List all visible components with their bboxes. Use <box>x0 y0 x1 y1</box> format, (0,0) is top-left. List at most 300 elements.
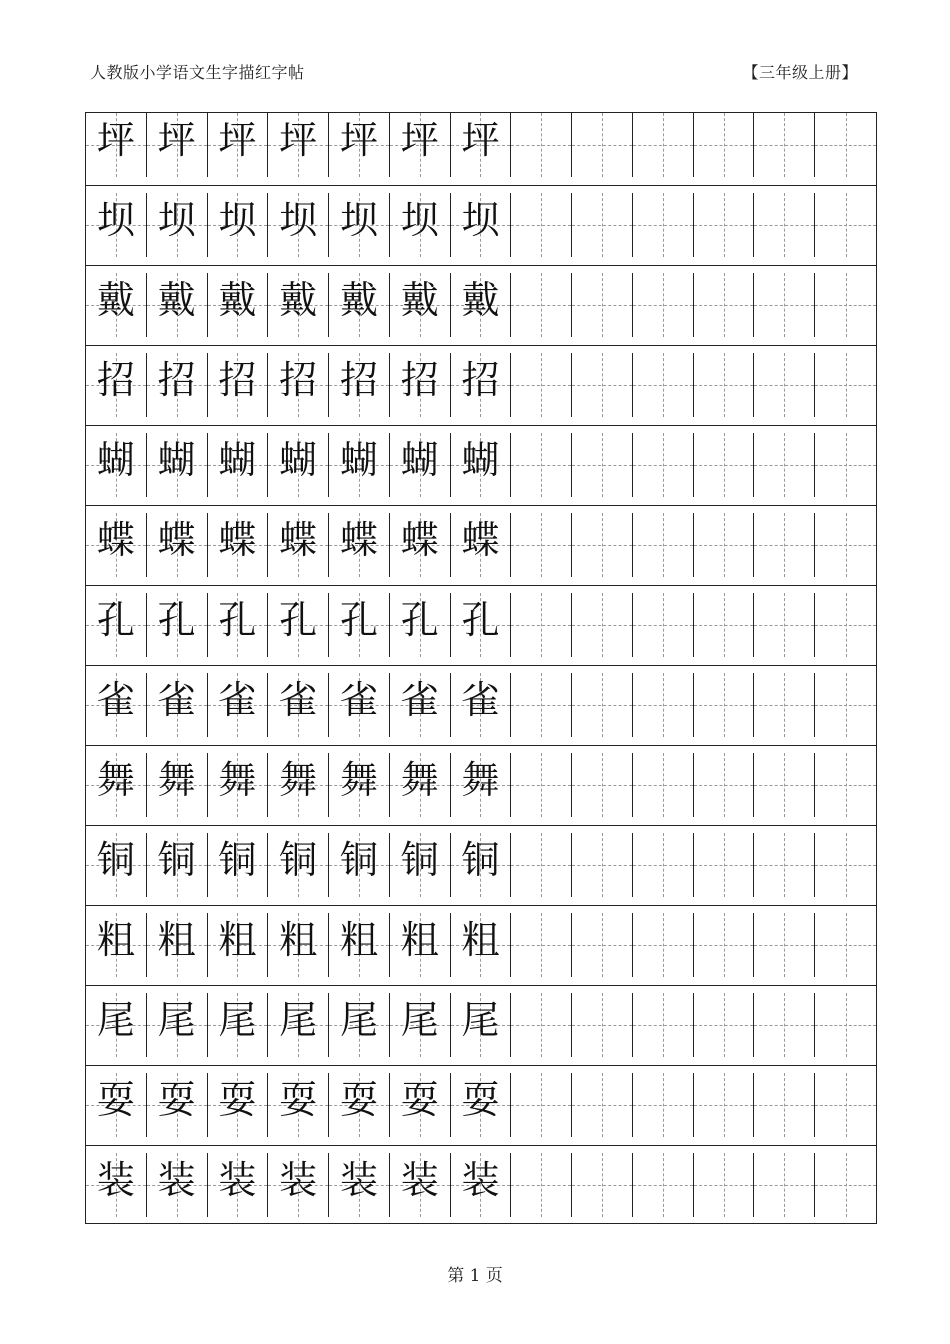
practice-character: 雀 <box>400 678 439 722</box>
practice-character: 蝶 <box>461 518 500 562</box>
guide-line-horizontal <box>694 785 754 786</box>
guide-line-horizontal <box>694 705 754 706</box>
practice-character: 招 <box>339 358 378 402</box>
guide-line-horizontal <box>694 545 754 546</box>
guide-line-horizontal <box>754 705 814 706</box>
guide-line-horizontal <box>511 305 571 306</box>
guide-line-horizontal <box>815 625 876 626</box>
trace-cell <box>147 273 208 337</box>
blank-cell <box>511 513 572 577</box>
blank-cell <box>754 113 815 177</box>
trace-cell <box>390 513 451 577</box>
blank-cell <box>815 193 876 257</box>
blank-cell <box>815 513 876 577</box>
practice-character: 耍 <box>157 1078 196 1122</box>
guide-line-horizontal <box>572 865 632 866</box>
trace-cell <box>147 833 208 897</box>
trace-cell <box>329 993 390 1057</box>
practice-row <box>86 353 876 417</box>
practice-character: 孔 <box>96 598 135 642</box>
blank-cell <box>815 673 876 737</box>
practice-character: 戴 <box>96 278 135 322</box>
trace-cell <box>390 913 451 977</box>
trace-cell <box>268 1153 329 1217</box>
blank-cell <box>633 193 694 257</box>
practice-character: 蝶 <box>96 518 135 562</box>
trace-cell <box>329 753 390 817</box>
trace-cell <box>208 753 269 817</box>
practice-row <box>86 113 876 177</box>
guide-line-horizontal <box>754 1185 814 1186</box>
practice-character: 戴 <box>279 278 318 322</box>
practice-character: 坪 <box>218 118 257 162</box>
trace-cell <box>451 193 512 257</box>
guide-line-horizontal <box>815 225 876 226</box>
guide-line-horizontal <box>572 225 632 226</box>
practice-character: 舞 <box>96 758 135 802</box>
trace-cell <box>86 193 147 257</box>
guide-line-horizontal <box>572 785 632 786</box>
practice-character: 粗 <box>218 918 257 962</box>
trace-cell <box>86 353 147 417</box>
blank-cell <box>572 273 633 337</box>
practice-character: 耍 <box>96 1078 135 1122</box>
guide-line-horizontal <box>815 385 876 386</box>
guide-line-horizontal <box>754 865 814 866</box>
trace-cell <box>451 833 512 897</box>
trace-cell <box>86 593 147 657</box>
trace-cell <box>329 1073 390 1137</box>
trace-cell <box>208 593 269 657</box>
blank-cell <box>754 1073 815 1137</box>
practice-character: 招 <box>400 358 439 402</box>
trace-cell <box>451 113 512 177</box>
trace-cell <box>390 753 451 817</box>
guide-line-horizontal <box>754 385 814 386</box>
trace-cell <box>208 353 269 417</box>
practice-character: 坪 <box>96 118 135 162</box>
guide-line-horizontal <box>815 705 876 706</box>
practice-character: 舞 <box>461 758 500 802</box>
practice-grid <box>85 112 877 1224</box>
guide-line-horizontal <box>572 1185 632 1186</box>
guide-line-horizontal <box>815 1105 876 1106</box>
practice-character: 铜 <box>96 838 135 882</box>
blank-cell <box>694 273 755 337</box>
blank-cell <box>572 753 633 817</box>
guide-line-horizontal <box>754 145 814 146</box>
trace-cell <box>268 433 329 497</box>
practice-character: 蝴 <box>461 438 500 482</box>
guide-line-horizontal <box>815 145 876 146</box>
trace-cell <box>86 753 147 817</box>
blank-cell <box>633 833 694 897</box>
row-separator <box>86 745 876 746</box>
blank-cell <box>754 753 815 817</box>
practice-character: 招 <box>96 358 135 402</box>
trace-cell <box>208 833 269 897</box>
blank-cell <box>511 593 572 657</box>
practice-character: 雀 <box>461 678 500 722</box>
row-separator <box>86 585 876 586</box>
blank-cell <box>633 593 694 657</box>
practice-character: 粗 <box>96 918 135 962</box>
trace-cell <box>329 593 390 657</box>
guide-line-horizontal <box>511 785 571 786</box>
blank-cell <box>511 1153 572 1217</box>
practice-character: 耍 <box>218 1078 257 1122</box>
guide-line-horizontal <box>694 1025 754 1026</box>
row-separator <box>86 905 876 906</box>
trace-cell <box>329 353 390 417</box>
practice-character: 雀 <box>96 678 135 722</box>
trace-cell <box>86 113 147 177</box>
blank-cell <box>694 513 755 577</box>
practice-character: 雀 <box>218 678 257 722</box>
blank-cell <box>511 913 572 977</box>
practice-character: 坝 <box>400 198 439 242</box>
blank-cell <box>572 913 633 977</box>
trace-cell <box>390 353 451 417</box>
blank-cell <box>694 833 755 897</box>
trace-cell <box>208 673 269 737</box>
practice-character: 戴 <box>157 278 196 322</box>
trace-cell <box>390 833 451 897</box>
guide-line-horizontal <box>633 145 693 146</box>
blank-cell <box>754 593 815 657</box>
trace-cell <box>390 993 451 1057</box>
guide-line-horizontal <box>633 385 693 386</box>
guide-line-horizontal <box>754 945 814 946</box>
blank-cell <box>694 1153 755 1217</box>
guide-line-horizontal <box>572 1105 632 1106</box>
practice-character: 装 <box>279 1158 318 1202</box>
trace-cell <box>268 833 329 897</box>
trace-cell <box>147 193 208 257</box>
practice-character: 装 <box>339 1158 378 1202</box>
trace-cell <box>86 1153 147 1217</box>
practice-character: 蝶 <box>339 518 378 562</box>
trace-cell <box>390 193 451 257</box>
blank-cell <box>815 353 876 417</box>
practice-character: 坝 <box>96 198 135 242</box>
blank-cell <box>572 1073 633 1137</box>
guide-line-horizontal <box>815 545 876 546</box>
practice-character: 舞 <box>339 758 378 802</box>
guide-line-horizontal <box>633 945 693 946</box>
trace-cell <box>86 1073 147 1137</box>
practice-character: 舞 <box>218 758 257 802</box>
blank-cell <box>754 513 815 577</box>
trace-cell <box>147 113 208 177</box>
guide-line-horizontal <box>633 785 693 786</box>
blank-cell <box>572 433 633 497</box>
trace-cell <box>208 433 269 497</box>
guide-line-horizontal <box>633 705 693 706</box>
practice-character: 戴 <box>339 278 378 322</box>
trace-cell <box>451 1073 512 1137</box>
guide-line-horizontal <box>815 865 876 866</box>
practice-character: 孔 <box>279 598 318 642</box>
practice-character: 尾 <box>339 998 378 1042</box>
practice-row <box>86 833 876 897</box>
guide-line-horizontal <box>815 945 876 946</box>
blank-cell <box>694 593 755 657</box>
blank-cell <box>511 673 572 737</box>
blank-cell <box>633 353 694 417</box>
trace-cell <box>329 913 390 977</box>
blank-cell <box>754 833 815 897</box>
guide-line-horizontal <box>754 465 814 466</box>
row-separator <box>86 985 876 986</box>
practice-character: 坪 <box>461 118 500 162</box>
row-separator <box>86 505 876 506</box>
practice-character: 舞 <box>157 758 196 802</box>
practice-character: 蝴 <box>218 438 257 482</box>
blank-cell <box>754 193 815 257</box>
trace-cell <box>208 273 269 337</box>
guide-line-horizontal <box>815 305 876 306</box>
practice-character: 舞 <box>400 758 439 802</box>
guide-line-horizontal <box>633 465 693 466</box>
blank-cell <box>694 673 755 737</box>
guide-line-horizontal <box>815 1185 876 1186</box>
blank-cell <box>511 753 572 817</box>
guide-line-horizontal <box>572 545 632 546</box>
guide-line-horizontal <box>511 225 571 226</box>
practice-character: 坪 <box>400 118 439 162</box>
practice-character: 耍 <box>400 1078 439 1122</box>
practice-character: 戴 <box>218 278 257 322</box>
practice-character: 装 <box>218 1158 257 1202</box>
blank-cell <box>633 993 694 1057</box>
trace-cell <box>268 353 329 417</box>
trace-cell <box>147 993 208 1057</box>
blank-cell <box>694 433 755 497</box>
blank-cell <box>694 113 755 177</box>
trace-cell <box>390 593 451 657</box>
trace-cell <box>329 833 390 897</box>
guide-line-horizontal <box>633 305 693 306</box>
practice-row <box>86 193 876 257</box>
trace-cell <box>451 913 512 977</box>
practice-character: 尾 <box>400 998 439 1042</box>
guide-line-horizontal <box>815 1025 876 1026</box>
guide-line-horizontal <box>511 385 571 386</box>
grade-label: 【三年级上册】 <box>742 63 858 82</box>
guide-line-horizontal <box>633 1185 693 1186</box>
trace-cell <box>329 433 390 497</box>
row-separator <box>86 345 876 346</box>
blank-cell <box>754 273 815 337</box>
blank-cell <box>633 1153 694 1217</box>
trace-cell <box>268 673 329 737</box>
trace-cell <box>451 273 512 337</box>
practice-character: 孔 <box>339 598 378 642</box>
trace-cell <box>147 913 208 977</box>
blank-cell <box>633 433 694 497</box>
blank-cell <box>815 913 876 977</box>
blank-cell <box>815 1153 876 1217</box>
blank-cell <box>754 913 815 977</box>
trace-cell <box>268 993 329 1057</box>
blank-cell <box>572 833 633 897</box>
practice-character: 耍 <box>461 1078 500 1122</box>
trace-cell <box>390 1153 451 1217</box>
practice-character: 蝶 <box>218 518 257 562</box>
blank-cell <box>572 353 633 417</box>
row-separator <box>86 825 876 826</box>
practice-character: 尾 <box>218 998 257 1042</box>
trace-cell <box>147 353 208 417</box>
guide-line-horizontal <box>815 785 876 786</box>
practice-character: 耍 <box>279 1078 318 1122</box>
practice-character: 坝 <box>218 198 257 242</box>
trace-cell <box>451 433 512 497</box>
trace-cell <box>147 433 208 497</box>
trace-cell <box>390 1073 451 1137</box>
document-title: 人教版小学语文生字描红字帖 <box>90 63 305 82</box>
trace-cell <box>208 113 269 177</box>
practice-character: 蝴 <box>157 438 196 482</box>
practice-character: 招 <box>461 358 500 402</box>
guide-line-horizontal <box>633 225 693 226</box>
blank-cell <box>572 593 633 657</box>
row-separator <box>86 425 876 426</box>
blank-cell <box>511 113 572 177</box>
guide-line-horizontal <box>572 1025 632 1026</box>
trace-cell <box>390 433 451 497</box>
practice-character: 戴 <box>461 278 500 322</box>
trace-cell <box>451 593 512 657</box>
guide-line-horizontal <box>633 1105 693 1106</box>
blank-cell <box>572 193 633 257</box>
practice-character: 坪 <box>157 118 196 162</box>
blank-cell <box>754 353 815 417</box>
trace-cell <box>208 513 269 577</box>
trace-cell <box>451 753 512 817</box>
practice-character: 招 <box>279 358 318 402</box>
guide-line-horizontal <box>572 705 632 706</box>
practice-character: 雀 <box>157 678 196 722</box>
blank-cell <box>694 193 755 257</box>
guide-line-horizontal <box>754 785 814 786</box>
guide-line-horizontal <box>572 625 632 626</box>
blank-cell <box>694 1073 755 1137</box>
trace-cell <box>268 1073 329 1137</box>
blank-cell <box>511 193 572 257</box>
blank-cell <box>572 993 633 1057</box>
trace-cell <box>451 993 512 1057</box>
practice-character: 蝶 <box>400 518 439 562</box>
practice-character: 蝶 <box>157 518 196 562</box>
trace-cell <box>208 1073 269 1137</box>
practice-character: 粗 <box>279 918 318 962</box>
blank-cell <box>754 433 815 497</box>
row-separator <box>86 185 876 186</box>
trace-cell <box>208 913 269 977</box>
practice-character: 戴 <box>400 278 439 322</box>
trace-cell <box>268 193 329 257</box>
trace-cell <box>268 913 329 977</box>
trace-cell <box>268 753 329 817</box>
practice-character: 尾 <box>157 998 196 1042</box>
trace-cell <box>86 433 147 497</box>
blank-cell <box>754 1153 815 1217</box>
guide-line-horizontal <box>694 1185 754 1186</box>
practice-character: 尾 <box>461 998 500 1042</box>
practice-character: 尾 <box>96 998 135 1042</box>
blank-cell <box>511 273 572 337</box>
guide-line-horizontal <box>633 865 693 866</box>
practice-character: 坝 <box>339 198 378 242</box>
practice-character: 坝 <box>157 198 196 242</box>
practice-character: 雀 <box>339 678 378 722</box>
practice-row <box>86 1153 876 1217</box>
blank-cell <box>754 993 815 1057</box>
practice-character: 粗 <box>157 918 196 962</box>
practice-character: 装 <box>96 1158 135 1202</box>
practice-row <box>86 273 876 337</box>
guide-line-horizontal <box>511 705 571 706</box>
practice-row <box>86 513 876 577</box>
practice-character: 铜 <box>218 838 257 882</box>
practice-character: 粗 <box>461 918 500 962</box>
guide-line-horizontal <box>754 305 814 306</box>
practice-character: 舞 <box>279 758 318 802</box>
trace-cell <box>451 1153 512 1217</box>
guide-line-horizontal <box>511 625 571 626</box>
blank-cell <box>511 433 572 497</box>
trace-cell <box>86 993 147 1057</box>
practice-character: 坪 <box>279 118 318 162</box>
practice-character: 耍 <box>339 1078 378 1122</box>
guide-line-horizontal <box>511 1185 571 1186</box>
blank-cell <box>754 673 815 737</box>
guide-line-horizontal <box>572 305 632 306</box>
guide-line-horizontal <box>511 865 571 866</box>
trace-cell <box>208 193 269 257</box>
guide-line-horizontal <box>754 225 814 226</box>
practice-character: 孔 <box>157 598 196 642</box>
practice-character: 装 <box>400 1158 439 1202</box>
practice-character: 粗 <box>400 918 439 962</box>
guide-line-horizontal <box>694 865 754 866</box>
blank-cell <box>572 673 633 737</box>
practice-character: 招 <box>218 358 257 402</box>
practice-row <box>86 433 876 497</box>
trace-cell <box>86 273 147 337</box>
trace-cell <box>268 593 329 657</box>
trace-cell <box>147 753 208 817</box>
guide-line-horizontal <box>511 945 571 946</box>
practice-character: 蝴 <box>96 438 135 482</box>
guide-line-horizontal <box>815 465 876 466</box>
guide-line-horizontal <box>633 545 693 546</box>
guide-line-horizontal <box>694 385 754 386</box>
practice-character: 坪 <box>339 118 378 162</box>
practice-row <box>86 913 876 977</box>
practice-character: 招 <box>157 358 196 402</box>
trace-cell <box>147 593 208 657</box>
blank-cell <box>511 353 572 417</box>
guide-line-horizontal <box>511 1105 571 1106</box>
guide-line-horizontal <box>633 625 693 626</box>
blank-cell <box>572 113 633 177</box>
practice-row <box>86 673 876 737</box>
trace-cell <box>147 673 208 737</box>
guide-line-horizontal <box>572 945 632 946</box>
